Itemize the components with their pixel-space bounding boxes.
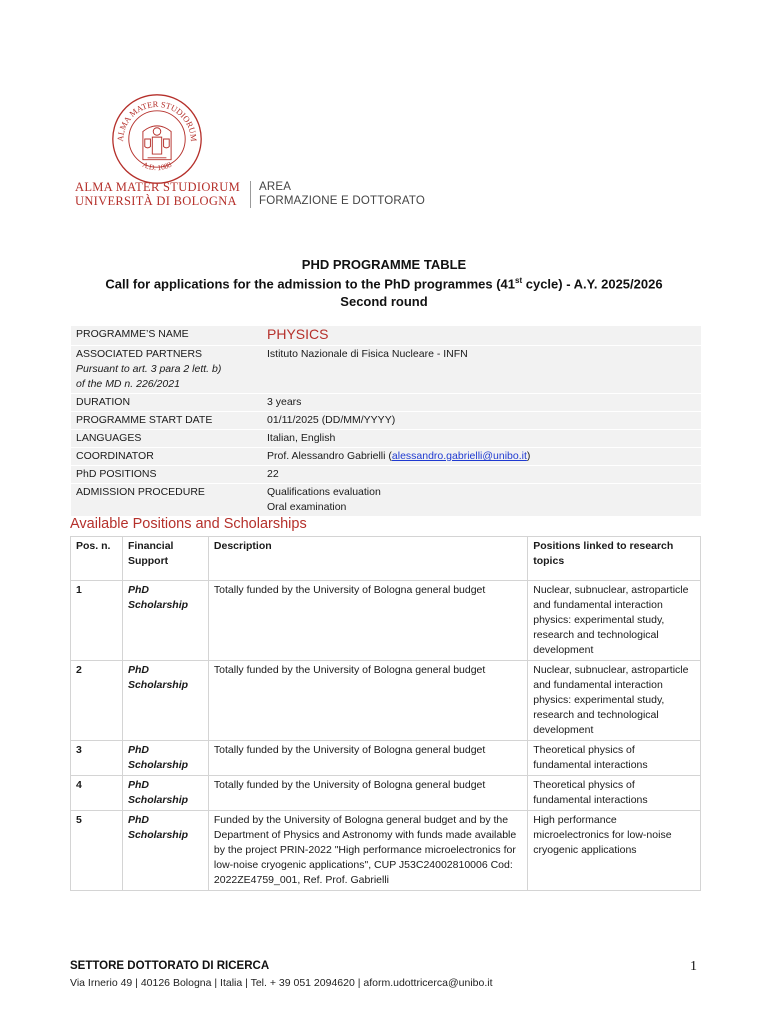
page-number: 1 [690, 959, 697, 974]
column-header: Pos. n. [71, 537, 123, 581]
research-topic: Nuclear, subnuclear, astroparticle and fundamental interaction physics: experimental study, research and technological development [528, 581, 701, 661]
research-topic: Theoretical physics of fundamental interactions [528, 741, 701, 776]
table-row [71, 811, 701, 891]
partners-note-1: Pursuant to art. 3 para 2 lett. b) [76, 363, 222, 375]
research-topic: High performance microelectronics for low-noise cryogenic applications [528, 811, 701, 891]
column-header: Description [208, 537, 527, 581]
financial-support: PhD Scholarship [122, 741, 208, 776]
footer-address: Via Irnerio 49 | 40126 Bologna | Italia | Tel. + 39 051 2094620 | aform.udottricerca@unibo.it [70, 977, 493, 989]
info-value [262, 484, 701, 517]
table-row [71, 581, 701, 661]
table-row [71, 776, 701, 811]
subtitle-sup: st [515, 276, 523, 285]
area-line-1: AREA [259, 181, 292, 193]
subtitle-post: cycle) - A.Y. 2025/2026 [522, 276, 663, 292]
position-description: Funded by the University of Bologna general budget and by the Department of Physics and Astronomy with funds made available by the project PRIN-2022 "High performance microelectronics for low-noise cryogenic applications", CUP J53C24002810006 Cod: 2022ZE4759_001, Ref. Prof. Gabrielli [208, 811, 527, 891]
position-number: 5 [71, 811, 123, 891]
info-value: Istituto Nazionale di Fisica Nucleare - INFN [262, 346, 701, 394]
info-value: 22 [262, 466, 701, 484]
position-number: 1 [71, 581, 123, 661]
column-header: Financial Support [122, 537, 208, 581]
info-label: LANGUAGES [71, 430, 262, 448]
table-row [71, 741, 701, 776]
info-value: Italian, English [262, 430, 701, 448]
info-label: ADMISSION PROCEDURE [71, 484, 262, 517]
info-label: DURATION [71, 394, 262, 412]
positions-table [70, 536, 701, 891]
admission-line-1: Qualifications evaluation [267, 486, 381, 498]
info-value [262, 326, 701, 346]
programme-info-table [71, 326, 701, 517]
info-label: PROGRAMME START DATE [71, 412, 262, 430]
position-description: Totally funded by the University of Bologna general budget [208, 581, 527, 661]
seal-ring-text: ALMA MATER STUDIORUM [115, 98, 200, 142]
financial-support: PhD Scholarship [122, 811, 208, 891]
seal-date: A.D. 1088 [141, 159, 174, 173]
admission-line-2: Oral examination [267, 501, 347, 513]
document-title: PHD PROGRAMME TABLE [301, 257, 467, 272]
position-number: 3 [71, 741, 123, 776]
document-round: Second round [340, 294, 428, 309]
subtitle-pre: Call for applications for the admission to the PhD programmes (41 [105, 276, 515, 292]
position-description: Totally funded by the University of Bologna general budget [208, 776, 527, 811]
area-line-2: FORMAZIONE E DOTTORATO [259, 195, 426, 207]
info-row-coordinator [71, 448, 701, 466]
university-seal-logo [110, 92, 204, 186]
info-label: PhD POSITIONS [71, 466, 262, 484]
seal-emblem [143, 126, 171, 160]
coordinator-close: ) [526, 450, 531, 462]
partners-label: ASSOCIATED PARTNERS [76, 348, 203, 360]
programme-name: PHYSICS [267, 326, 329, 342]
info-row-start [71, 412, 701, 430]
info-row-languages [71, 430, 701, 448]
position-description: Totally funded by the University of Bologna general budget [208, 741, 527, 776]
partners-note-2: of the MD n. 226/2021 [76, 378, 180, 390]
logo-line-1: ALMA MATER STUDIORUM [75, 180, 241, 194]
coordinator-email-link[interactable]: alessandro.gabrielli@unibo.it [391, 450, 527, 462]
info-label: PROGRAMME’S NAME [71, 326, 262, 346]
financial-support: PhD Scholarship [122, 661, 208, 741]
info-row-admission [71, 484, 701, 517]
info-value: 01/11/2025 (DD/MM/YYYY) [262, 412, 701, 430]
footer-title: SETTORE DOTTORATO DI RICERCA [70, 960, 270, 972]
logo-line-2: UNIVERSITÀ DI BOLOGNA [75, 194, 237, 208]
info-value [262, 448, 701, 466]
position-number: 2 [71, 661, 123, 741]
research-topic: Theoretical physics of fundamental interactions [528, 776, 701, 811]
table-row [71, 661, 701, 741]
info-row-name [71, 326, 701, 346]
info-row-partners [71, 346, 701, 394]
coordinator-name: Prof. Alessandro Gabrielli ( [267, 450, 392, 462]
area-name [259, 180, 425, 208]
info-label: COORDINATOR [71, 448, 262, 466]
position-description: Totally funded by the University of Bologna general budget [208, 661, 527, 741]
column-header: Positions linked to research topics [528, 537, 701, 581]
research-topic: Nuclear, subnuclear, astroparticle and fundamental interaction physics: experimental study, research and technological development [528, 661, 701, 741]
financial-support: PhD Scholarship [122, 581, 208, 661]
info-value: 3 years [262, 394, 701, 412]
university-name-logo [75, 180, 240, 208]
info-row-duration [71, 394, 701, 412]
info-label [71, 346, 262, 394]
financial-support: PhD Scholarship [122, 776, 208, 811]
positions-header-row [71, 537, 701, 581]
position-number: 4 [71, 776, 123, 811]
info-row-positions [71, 466, 701, 484]
section-title: Available Positions and Scholarships [70, 516, 307, 532]
logo-divider [250, 181, 251, 208]
document-subtitle [60, 276, 708, 291]
